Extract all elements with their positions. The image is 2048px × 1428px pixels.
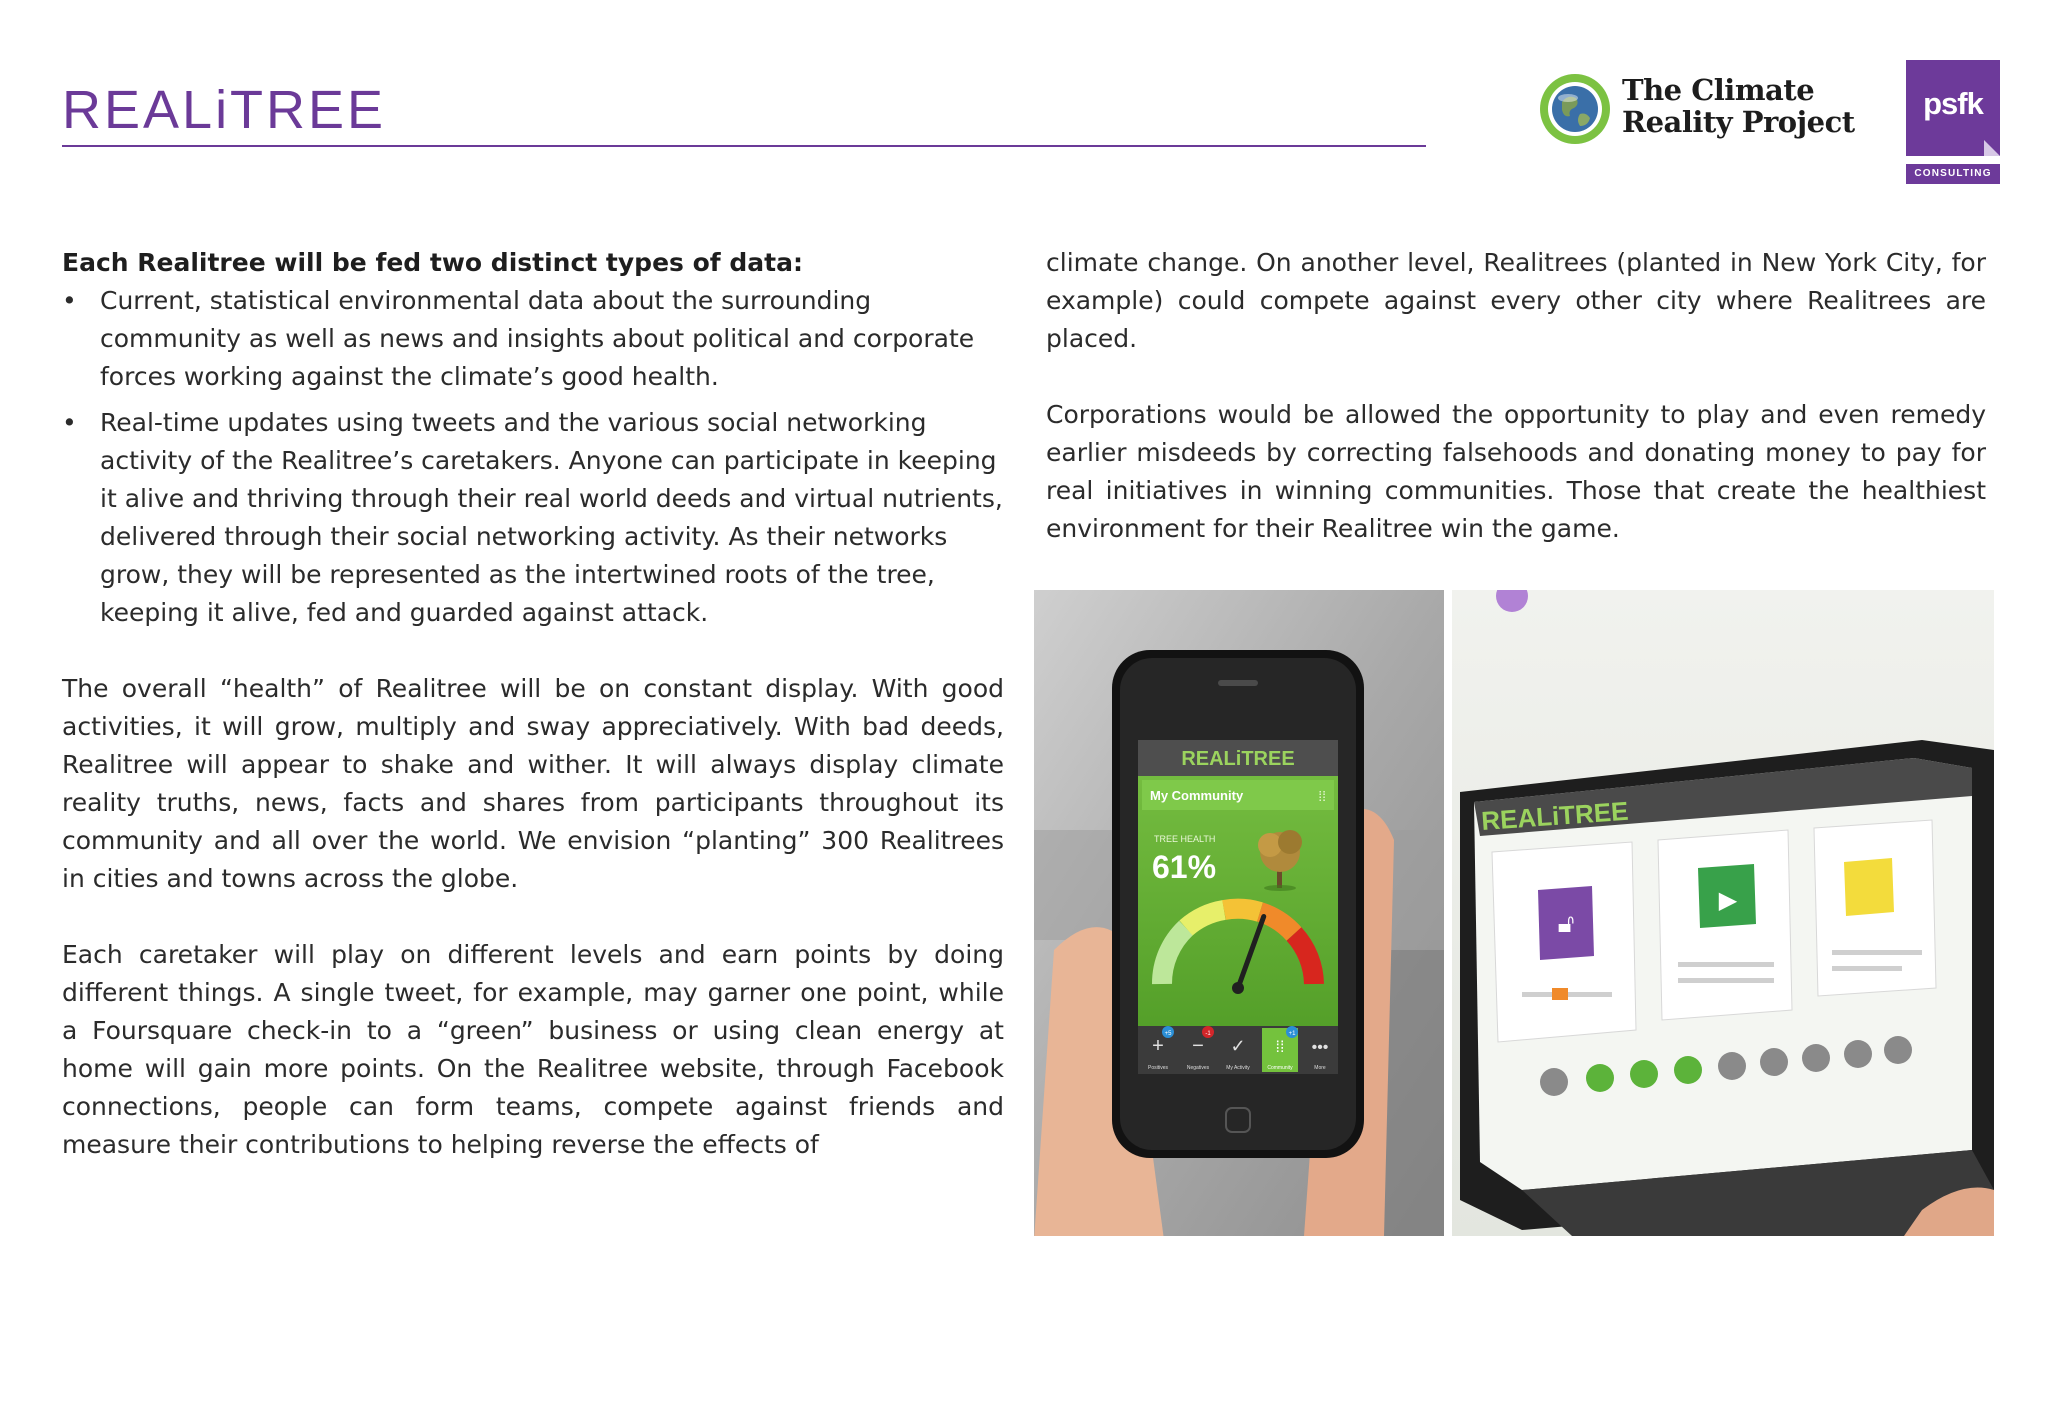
card-locked[interactable] bbox=[1492, 842, 1636, 1042]
psfk-wordmark: psfk bbox=[1923, 86, 1983, 121]
card-yellow[interactable] bbox=[1814, 820, 1936, 996]
climate-reality-wordmark: The Climate Reality Project bbox=[1622, 73, 1855, 139]
play-icon: ▶ bbox=[1718, 887, 1738, 914]
climate-reality-project-logo bbox=[1538, 70, 1876, 150]
chat-icon[interactable] bbox=[1884, 1036, 1912, 1064]
corporations-paragraph: Corporations would be allowed the opportunity to play and even remedy earlier misdeeds by correcting falsehoods and donating money to pay for real initiatives in winning communities. Those that create the healthiest environment for their Realitree win the game. bbox=[1046, 400, 1986, 543]
svg-text:My Activity: My Activity bbox=[1226, 1065, 1250, 1071]
people-icon: ⁞⁞ bbox=[1318, 788, 1326, 804]
phone-app-photo bbox=[1034, 590, 1444, 1236]
bullet-icon: • bbox=[62, 286, 77, 315]
gear-icon[interactable] bbox=[1802, 1044, 1830, 1072]
svg-text:Community: Community bbox=[1267, 1065, 1293, 1071]
more-icon: ••• bbox=[1311, 1039, 1329, 1056]
psfk-consulting-label: CONSULTING bbox=[1906, 164, 2000, 184]
right-column bbox=[1046, 244, 1986, 548]
health-paragraph: The overall “health” of Realitree will be on constant display. With good activities, it will grow, multiply and sway appreciatively. With bad deeds, Realitree will appear to shake and wither. It will always display climate reality truths, news, facts and shares from participants throughout its community and all over the world. We envision “planting” 300 Realitrees in cities and towns across the globe. bbox=[62, 674, 1004, 893]
svg-text:More: More bbox=[1314, 1065, 1326, 1071]
svg-text:+5: +5 bbox=[1164, 1031, 1172, 1037]
svg-text:Positives: Positives bbox=[1147, 1065, 1169, 1071]
globe-icon bbox=[1538, 72, 1612, 146]
app-title: REALiTREE bbox=[1480, 795, 1630, 836]
energy-icon[interactable] bbox=[1630, 1060, 1658, 1088]
psfk-logo bbox=[1906, 60, 2000, 186]
lock-icon: 🔓︎ bbox=[1557, 908, 1575, 938]
card-play[interactable] bbox=[1658, 830, 1792, 1020]
svg-text:Negatives: Negatives bbox=[1186, 1065, 1210, 1071]
tab-community[interactable] bbox=[1262, 1026, 1298, 1072]
phone-speaker bbox=[1218, 680, 1258, 686]
lock-icon[interactable] bbox=[1674, 1056, 1702, 1084]
svg-text:-1: -1 bbox=[1205, 1031, 1211, 1037]
laptop-app-photo bbox=[1452, 590, 1994, 1236]
data-types-heading: Each Realitree will be fed two distinct types of data: bbox=[62, 248, 803, 277]
facebook-icon[interactable] bbox=[1760, 1048, 1788, 1076]
svg-text:+1: +1 bbox=[1288, 1031, 1296, 1037]
list-item: • Current, statistical environmental data about the surrounding community as well as news and insights about political and corporate forces working against the climate’s good health. bbox=[62, 282, 1004, 396]
page-title: REALiTREE bbox=[62, 80, 387, 140]
page-fold-icon bbox=[1984, 140, 2000, 156]
data-types-list bbox=[62, 282, 1004, 632]
plus-icon: + bbox=[1152, 1035, 1164, 1057]
continuation-paragraph: climate change. On another level, Realitrees (planted in New York City, for example) could compete against every other city where Realitrees are placed. bbox=[1046, 248, 1986, 353]
plane-icon[interactable] bbox=[1718, 1052, 1746, 1080]
title-divider bbox=[62, 145, 1426, 147]
left-column bbox=[62, 244, 1004, 1164]
psfk-badge bbox=[1906, 60, 2000, 156]
list-item: • Real-time updates using tweets and the various social networking activity of the Realitree’s caretakers. Anyone can participate in keeping it alive and thriving through their real world deeds and virtual nutrients, delivered through their social networking activity. As their networks grow, they will be represented as the intertwined roots of the tree, keeping it alive, fed and guarded against attack. bbox=[62, 404, 1004, 632]
minus-icon: − bbox=[1192, 1035, 1204, 1057]
people-icon: ⁞⁞ bbox=[1275, 1039, 1285, 1056]
tree-health-value: 61% bbox=[1152, 849, 1217, 885]
caretaker-paragraph: Each caretaker will play on different levels and earn points by doing different things. A single tweet, for example, may garner one point, while a Foursquare check-in to a “green” business or using clean energy at home will gain more points. On the Realitree website, through Facebook connections, people can form teams, compete against friends and measure their contributions to helping reverse the effects of bbox=[62, 940, 1004, 1159]
check-icon: ✓ bbox=[1230, 1036, 1246, 1056]
bullet-icon: • bbox=[62, 408, 77, 437]
bulb-icon[interactable] bbox=[1844, 1040, 1872, 1068]
back-icon[interactable] bbox=[1540, 1068, 1568, 1096]
tree-health-label: TREE HEALTH bbox=[1154, 834, 1216, 844]
community-label: My Community bbox=[1150, 788, 1244, 803]
app-title: REALiTREE bbox=[1181, 748, 1295, 770]
home-icon[interactable] bbox=[1586, 1064, 1614, 1092]
